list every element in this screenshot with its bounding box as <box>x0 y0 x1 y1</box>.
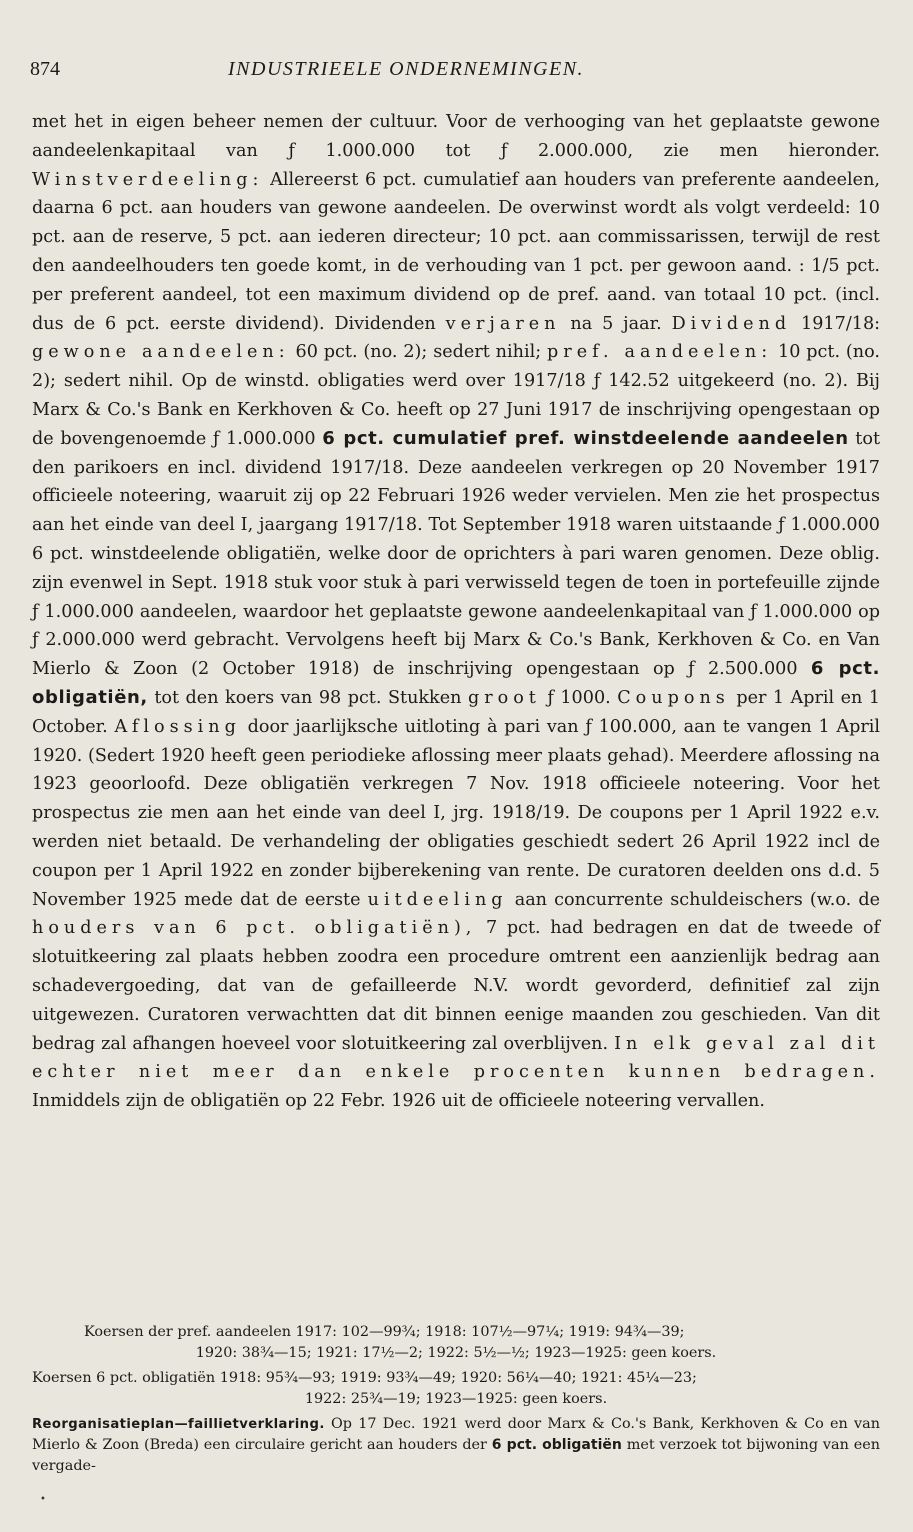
spaced-term: houders van 6 pct. obligatiën), <box>32 918 477 939</box>
text-run: Op 17 Dec. 1921 werd door Marx & Co.'s Bank, Kerkhoven & Co en van Mierlo & Zoon (Breda) een circulaire gericht aan houders der <box>32 1416 881 1453</box>
note-line: 1920: 38¾—15; 1921: 17½—2; 1922: 5½—½; 1923—1925: geen koers. <box>195 1345 717 1361</box>
print-speck-mark: • <box>40 1494 46 1505</box>
bold-term: 6 pct. cumulatief pref. winstdeelende aandeelen <box>322 427 849 449</box>
spaced-term: Dividend <box>671 313 792 334</box>
text-run: 60 pct. (no. 2); sedert nihil; <box>295 342 542 363</box>
koersen-oblig-note <box>32 1368 880 1410</box>
text-run: door jaarlijksche uitloting à pari van ƒ 100.000, aan te vangen 1 April 1920. (Sedert 1920 heeft geen periodieke aflossing meer plaats gehad). Meerdere aflossing na 1923 geoorloofd. Deze obligatiën verkregen 7 Nov. 1918 officieele noteering. Voor het prospectus zie men aan het einde van deel I, jrg. 1918/19. De coupons per 1 April 1922 e.v. werden niet betaald. De verhandeling der obligaties geschiedt sedert 26 April 1922 incl de coupon per 1 April 1922 en zonder bijberekening van rente. De curatoren deelden ons d.d. 5 November 1925 mede dat de eerste <box>32 716 881 910</box>
reorg-heading: Reorganisatieplan—faillietverklaring. <box>32 1417 325 1432</box>
spaced-term: Aflossing <box>114 716 241 737</box>
text-run: tot den parikoers en incl. dividend 1917/18. Deze aandeelen verkregen op 20 November 1917 officieele noteering, waaruit zij op 22 Februari 1926 weder vervielen. Men zie het prospectus aan het einde van deel I, jaargang 1917/18. Tot September 1918 waren uitstaande ƒ 1.000.000 6 pct. winstdeelende obligatiën, welke door de oprichters à pari waren genomen. Deze oblig. zijn evenwel in Sept. 1918 stuk voor stuk à pari verwisseld tegen de toen in portefeuille zijnde ƒ 1.000.000 aandeelen, waardoor het geplaatste gewone aandeelenkapitaal van ƒ 1.000.000 op ƒ 2.000.000 werd gebracht. Vervolgens heeft bij Marx & Co.'s Bank, Kerkhoven & Co. en Van Mierlo & Zoon (2 October 1918) de inschrijving opengestaan op ƒ 2.500.000 <box>32 428 881 680</box>
text-run: met het in eigen beheer nemen der cultuur. Voor de verhooging van het geplaatste gewone aandeelenkapitaal van ƒ 1.000.000 tot ƒ 2.000.000, zie men hieronder. <box>32 112 880 161</box>
running-title: INDUSTRIEELE ONDERNEMINGEN. <box>228 58 585 80</box>
spaced-term: Coupons <box>617 687 730 708</box>
text-run: tot den koers van 98 pct. Stukken <box>154 687 462 708</box>
text-run: 10 pct. (no. 2); sedert nihil. Op de winstd. obligaties werd over 1917/18 ƒ 142.52 uitgekeerd (no. 2). Bij Marx & Co.'s Bank en Kerkhoven & Co. heeft op 27 Juni 1917 de inschrijving opengestaan op de bovengenoemde ƒ 1.000.000 <box>32 342 881 449</box>
text-run: Allereerst 6 pct. cumulatief aan houders van preferente aandeelen, daarna 6 pct. aan houders van gewone aandeelen. De overwinst wordt als volgt verdeeld: 10 pct. aan de reserve, 5 pct. aan iederen directeur; 10 pct. aan commissarissen, terwijl de rest den aandeelhouders ten goede komt, in de verhouding van 1 pct. per gewoon aand. : 1/5 pct. per preferent aandeel, tot een maximum dividend op de pref. aand. van totaal 10 pct. (incl. dus de 6 pct. eerste dividend). Dividenden <box>32 169 881 334</box>
spaced-term: In elk geval zal dit echter niet meer dan enkele procenten kunnen bedragen. <box>32 1033 880 1083</box>
page-number: 874 <box>30 58 60 80</box>
text-run: Inmiddels zijn de obligatiën op 22 Febr. 1926 uit de officieele noteering vervallen. <box>32 1091 765 1112</box>
spaced-term: gewone aandeelen: <box>32 342 290 363</box>
text-run: met verzoek tot bijwoning van een vergade- <box>32 1437 881 1474</box>
reorganisation-note <box>32 1414 880 1477</box>
spaced-term: Winstverdeeling: <box>32 169 264 190</box>
page-header <box>30 50 880 90</box>
text-run: aan concurrente schuldeischers (w.o. de <box>514 889 881 910</box>
spaced-term: groot <box>467 687 541 708</box>
note-line: 1922: 25¾—19; 1923—1925: geen koers. <box>304 1391 608 1407</box>
koersen-pref-note <box>32 1322 880 1364</box>
spaced-term: pref. aandeelen: <box>547 342 773 363</box>
main-paragraph <box>32 108 880 1116</box>
bold-term: 6 pct. obligatiën, <box>32 658 881 708</box>
text-run: ƒ 1000. <box>547 687 611 708</box>
bold-term: 6 pct. obligatiën <box>491 1437 622 1453</box>
note-line: Koersen der pref. aandeelen 1917: 102—99¾; 1918: 107½—97¼; 1919: 94¾—39; <box>84 1324 685 1340</box>
text-run: 1917/18: <box>801 313 881 334</box>
text-run: 7 pct. had bedragen en dat de tweede of slotuitkeering zal plaats hebben zoodra een procedure omtrent een aanzienlijk bedrag aan schadevergoeding, dat van de gefailleerde N.V. wordt gevorderd, definitief zal zijn uitgewezen. Curatoren verwachtten dat dit binnen eenige maanden zou geschieden. Van dit bedrag zal afhangen hoeveel voor slotuitkeering zal overblijven. <box>32 918 881 1054</box>
spaced-term: verjaren <box>445 313 561 334</box>
spaced-term: uitdeeling <box>367 889 508 910</box>
note-line: Koersen 6 pct. obligatiën 1918: 95¾—93; 1919: 93¾—49; 1920: 56¼—40; 1921: 45¼—23; <box>32 1370 697 1386</box>
text-run: per 1 April en 1 October. <box>32 687 881 737</box>
text-run: na 5 jaar. <box>570 313 662 334</box>
